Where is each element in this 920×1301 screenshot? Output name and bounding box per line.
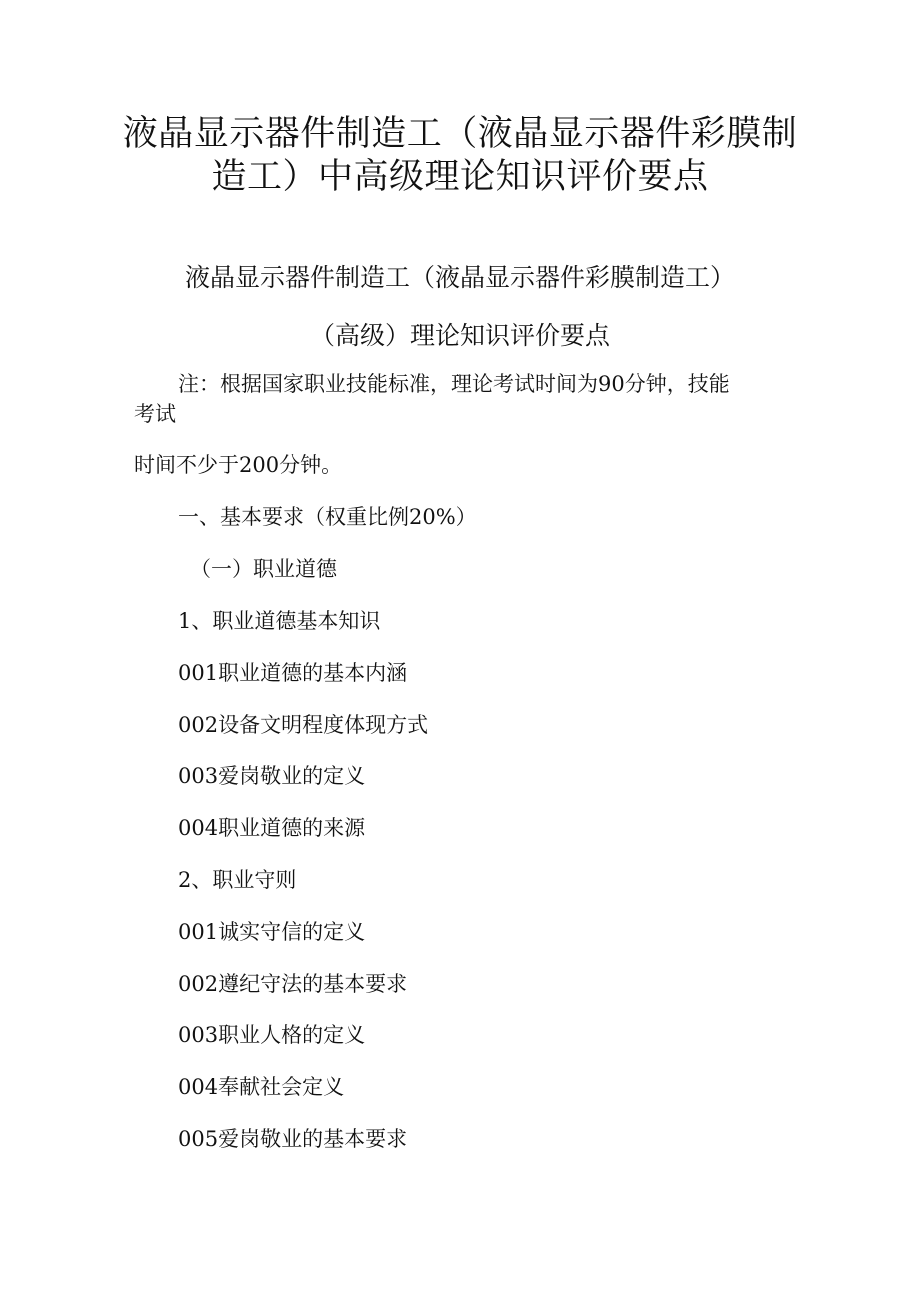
note-line-2: 考试	[134, 402, 176, 426]
topic-heading-ethics-knowledge: 1、职业道德基本知识	[178, 609, 381, 633]
list-item: 002遵纪守法的基本要求	[178, 972, 408, 996]
list-item: 004奉献社会定义	[178, 1075, 345, 1099]
list-item: 001职业道德的基本内涵	[178, 661, 408, 685]
main-title-line-1: 液晶显示器件制造工（液晶显示器件彩膜制	[122, 114, 798, 154]
note-line-1: 注：根据国家职业技能标准，理论考试时间为90分钟，技能	[178, 372, 730, 396]
list-item: 005爱岗敬业的基本要求	[178, 1127, 408, 1151]
list-item: 003爱岗敬业的定义	[178, 764, 366, 788]
subsection-heading-professional-ethics: （一）职业道德	[190, 557, 337, 581]
list-item: 004职业道德的来源	[178, 816, 366, 840]
subtitle-line-2: （高级）理论知识评价要点	[309, 321, 610, 350]
topic-heading-code-of-conduct: 2、职业守则	[178, 868, 297, 892]
main-title-line-2: 造工）中高级理论知识评价要点	[211, 157, 709, 197]
list-item: 002设备文明程度体现方式	[178, 713, 429, 737]
list-item: 001诚实守信的定义	[178, 920, 366, 944]
list-item: 003职业人格的定义	[178, 1023, 366, 1047]
note-line-3: 时间不少于200分钟。	[134, 453, 343, 477]
subtitle-line-1: 液晶显示器件制造工（液晶显示器件彩膜制造工）	[184, 263, 735, 292]
section-heading-basic-requirements: 一、基本要求（权重比例20%）	[178, 505, 477, 529]
